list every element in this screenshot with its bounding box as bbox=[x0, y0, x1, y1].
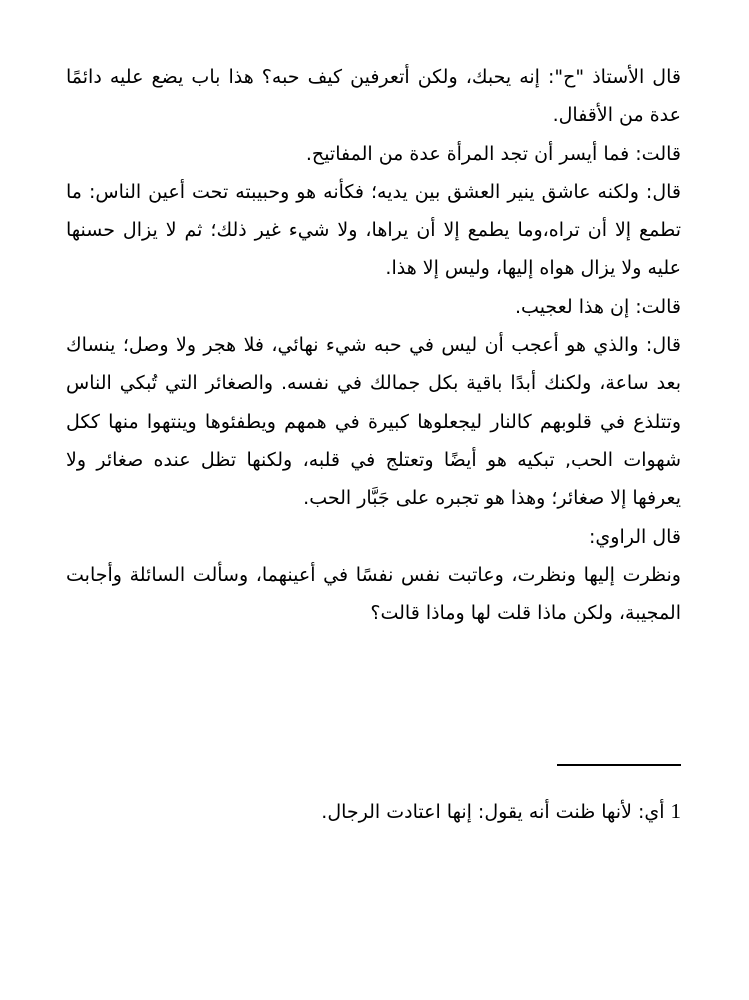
paragraph-ustadh-says: قال الأستاذ "ح": إنه يحبك، ولكن أتعرفين كيف حبه؟ هذا باب يضع عليه دائمًا عدة من الأقفال. bbox=[66, 66, 681, 127]
main-text bbox=[66, 58, 681, 632]
paragraph-looked-at-her: ونظرت إليها ونظرت، وعاتبت نفس نفسًا في أعينهما، وسألت السائلة وأجابت المجيبة، ولكن ماذا قلت لها وماذا قالت؟ bbox=[66, 563, 681, 625]
paragraph-narrator-says: قال الراوي: bbox=[589, 525, 681, 548]
footnote-text: أي: لأنها ظنت أنه يقول: إنها اعتادت الرجال. bbox=[321, 801, 665, 823]
paragraph-he-says-wonder: قال: والذي هو أعجب أن ليس في حبه شيء نهائي، فلا هجر ولا وصل؛ ينساك بعد ساعة، ولكنك أبدًا باقية بكل جمالك في نفسه. والصغائر التي تُبكي الناس وتتلذع في قلوبهم كالنار ليجعلوها كبيرة في همهم ويطفئوها وينتهوا منها ككل شهوات الحب, تبكيه هو أيضًا وتعتلج في قلبه، ولكنها تظل عنده صغائر ولا يعرفها إلا صغائر؛ وهذا هو تجبره على جَبَّار الحب. bbox=[66, 334, 681, 510]
paragraph-she-says-keys: قالت: فما أيسر أن تجد المرأة عدة من المفاتيح. bbox=[305, 142, 681, 165]
footnote-number: 1 bbox=[670, 799, 681, 823]
paragraph-he-says-lover: قال: ولكنه عاشق ينير العشق بين يديه؛ فكأنه هو وحبيبته تحت أعين الناس: ما تطمع إلا أن تراه،وما يطمع إلا أن يراها، ولا شيء غير ذلك؛ ثم لا يزال حسنها عليه ولا يزال هواه إليها، وليس إلا هذا. bbox=[66, 180, 681, 280]
footnote bbox=[66, 792, 681, 831]
footnote-divider bbox=[557, 764, 681, 766]
paragraph-she-says-strange: قالت: إن هذا لعجيب. bbox=[515, 295, 681, 318]
